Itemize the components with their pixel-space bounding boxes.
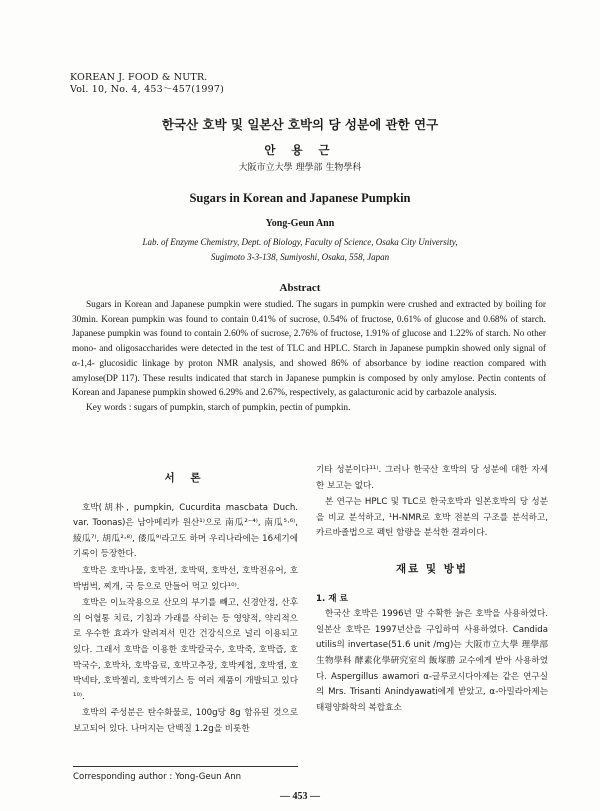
affiliation-line-1: Lab. of Enzyme Chemistry, Dept. of Biology, Faculty of Science, Osaka City University, [142, 237, 458, 247]
intro-paragraph-6: 본 연구는 HPLC 및 TLC로 한국호박과 일본호박의 당 성분을 비교 분석하고, ¹H-NMR로 호박 전분의 구조를 분석하고, 카르바졸법으로 펙틴 함량을 분석한 결과이다. [316, 497, 548, 539]
intro-paragraph-4: 호박의 주성분은 탄수화물로, 100g당 8g 함유된 것으로 보고되어 있다. 나머지는 단백질 1.2g을 비롯한 [73, 708, 298, 734]
right-column [316, 463, 548, 717]
corresponding-author-footnote: Corresponding author : Yong-Geun Ann [73, 772, 242, 782]
footnote-divider [73, 766, 298, 767]
intro-paragraph-1: 호박(胡朴, pumpkin, Cucurdita mascbata Duch. var. Toonas)은 남아메리카 원산¹⁾으로 南瓜²⁻⁴⁾, 南瓜⁵·⁶⁾, 綾瓜⁷⁾, 胡瓜²·⁸⁾, 倭瓜⁹⁾라고도 하며 우리나라에는 16세기에 기록이 등장한다. [73, 502, 298, 560]
section-heading-introduction: 서 론 [164, 472, 207, 484]
section-heading-methods: 재료 및 방법 [395, 562, 469, 575]
english-author: Yong-Geun Ann [265, 218, 335, 229]
journal-volume: Vol. 10, No. 4, 453～457(1997) [70, 84, 225, 95]
abstract-heading: Abstract [279, 282, 321, 294]
abstract-body [72, 298, 546, 416]
intro-paragraph-5: 기타 성분이다¹¹⁾. 그러나 한국산 호박의 당 성분에 대한 자세한 보고는 없다. [316, 465, 548, 491]
english-affiliation [0, 235, 600, 265]
intro-paragraph-3: 호박은 이뇨작용으로 산모의 부기를 빼고, 신경안정, 산후의 어혈통 치료, 기침과 가래를 삭히는 등 영양적, 약리적으로 우수한 효과가 알려져서 민간 건강식으로 널리 이용되고 있다. 그래서 호박을 이용한 호박칼국수, 호박죽, 호박즙, 호박국수, 호박차, 호박음료, 호박고추장, 호박케첩, 호박잼, 호박넥타, 호박젤리, 호박엑기스 등 여러 제품이 개발되고 있다¹⁰⁾. [73, 598, 298, 702]
abstract-text: Sugars in Korean and Japanese pumpkin were studied. The sugars in pumpkin were crushed and extracted by boiling for 30min. Korean pumpkin was found to contain 0.41% of sucrose, 0.54% of fructose, 0.61% of glucose and 0.68% of starch. Japanese pumpkin was found to contain 2.60% of sucrose, 2.76% of fructose, 1.91% of glucose and 1.22% of starch. No other mono- and oligosaccharides were detected in the test of TLC and HPLC. Starch in Japanese pumpkin showed only signal of α-1,4- glucosidic linkage by proton NMR analysis, and showed 86% of absorbance by iodine reaction compared with amylose(DP 117). These results indicated that starch in Japanese pumpkin is composed by only amylose. Pectin contents of Korean and Japanese pumpkin showed 6.29% and 2.67%, respectively, as galacturonic acid by carbazole analysis. [72, 300, 546, 399]
left-column [73, 463, 298, 739]
journal-header [70, 72, 224, 96]
keywords: Key words : sugars of pumpkin, starch of pumpkin, pectin of pumpkin. [86, 402, 351, 413]
journal-name: KOREAN J. FOOD & NUTR. [70, 72, 208, 83]
materials-paragraph: 한국산 호박은 1996년 말 수확한 늙은 호박을 사용하였다. 일본산 호박은 1997년산을 구입하여 사용하였다. Candida utilis의 invertase(51.6 unit /mg)는 大阪市立大學 理學部 生物學科 酵素化學硏究室의 飯塚勝 교수에게 받아 사용하였다. Aspergillus awamori α-글루코시다아제는 같은 연구실의 Mrs. Trisanti Anindyawati에게 받았고, α-아밀라아제는 태평양화학의 복합효소 [316, 609, 548, 713]
korean-author: 안 용 근 [264, 143, 336, 157]
subsection-heading-materials: 1. 재 료 [316, 593, 348, 604]
korean-title: 한국산 호박 및 일본산 호박의 당 성분에 관한 연구 [161, 117, 439, 132]
intro-paragraph-2: 호박은 호박나물, 호박전, 호박떡, 호박선, 호박전유어, 호박범벅, 찌개, 국 등으로 만들어 먹고 있다¹⁰⁾. [73, 565, 298, 592]
affiliation-line-2: Sugimoto 3-3-138, Sumiyoshi, Osaka, 558, Japan [210, 252, 390, 262]
page-number: — 453 — [280, 791, 320, 802]
korean-affiliation: 大阪市立大學 理學部 生物學科 [238, 163, 362, 173]
english-title: Sugars in Korean and Japanese Pumpkin [189, 191, 411, 205]
